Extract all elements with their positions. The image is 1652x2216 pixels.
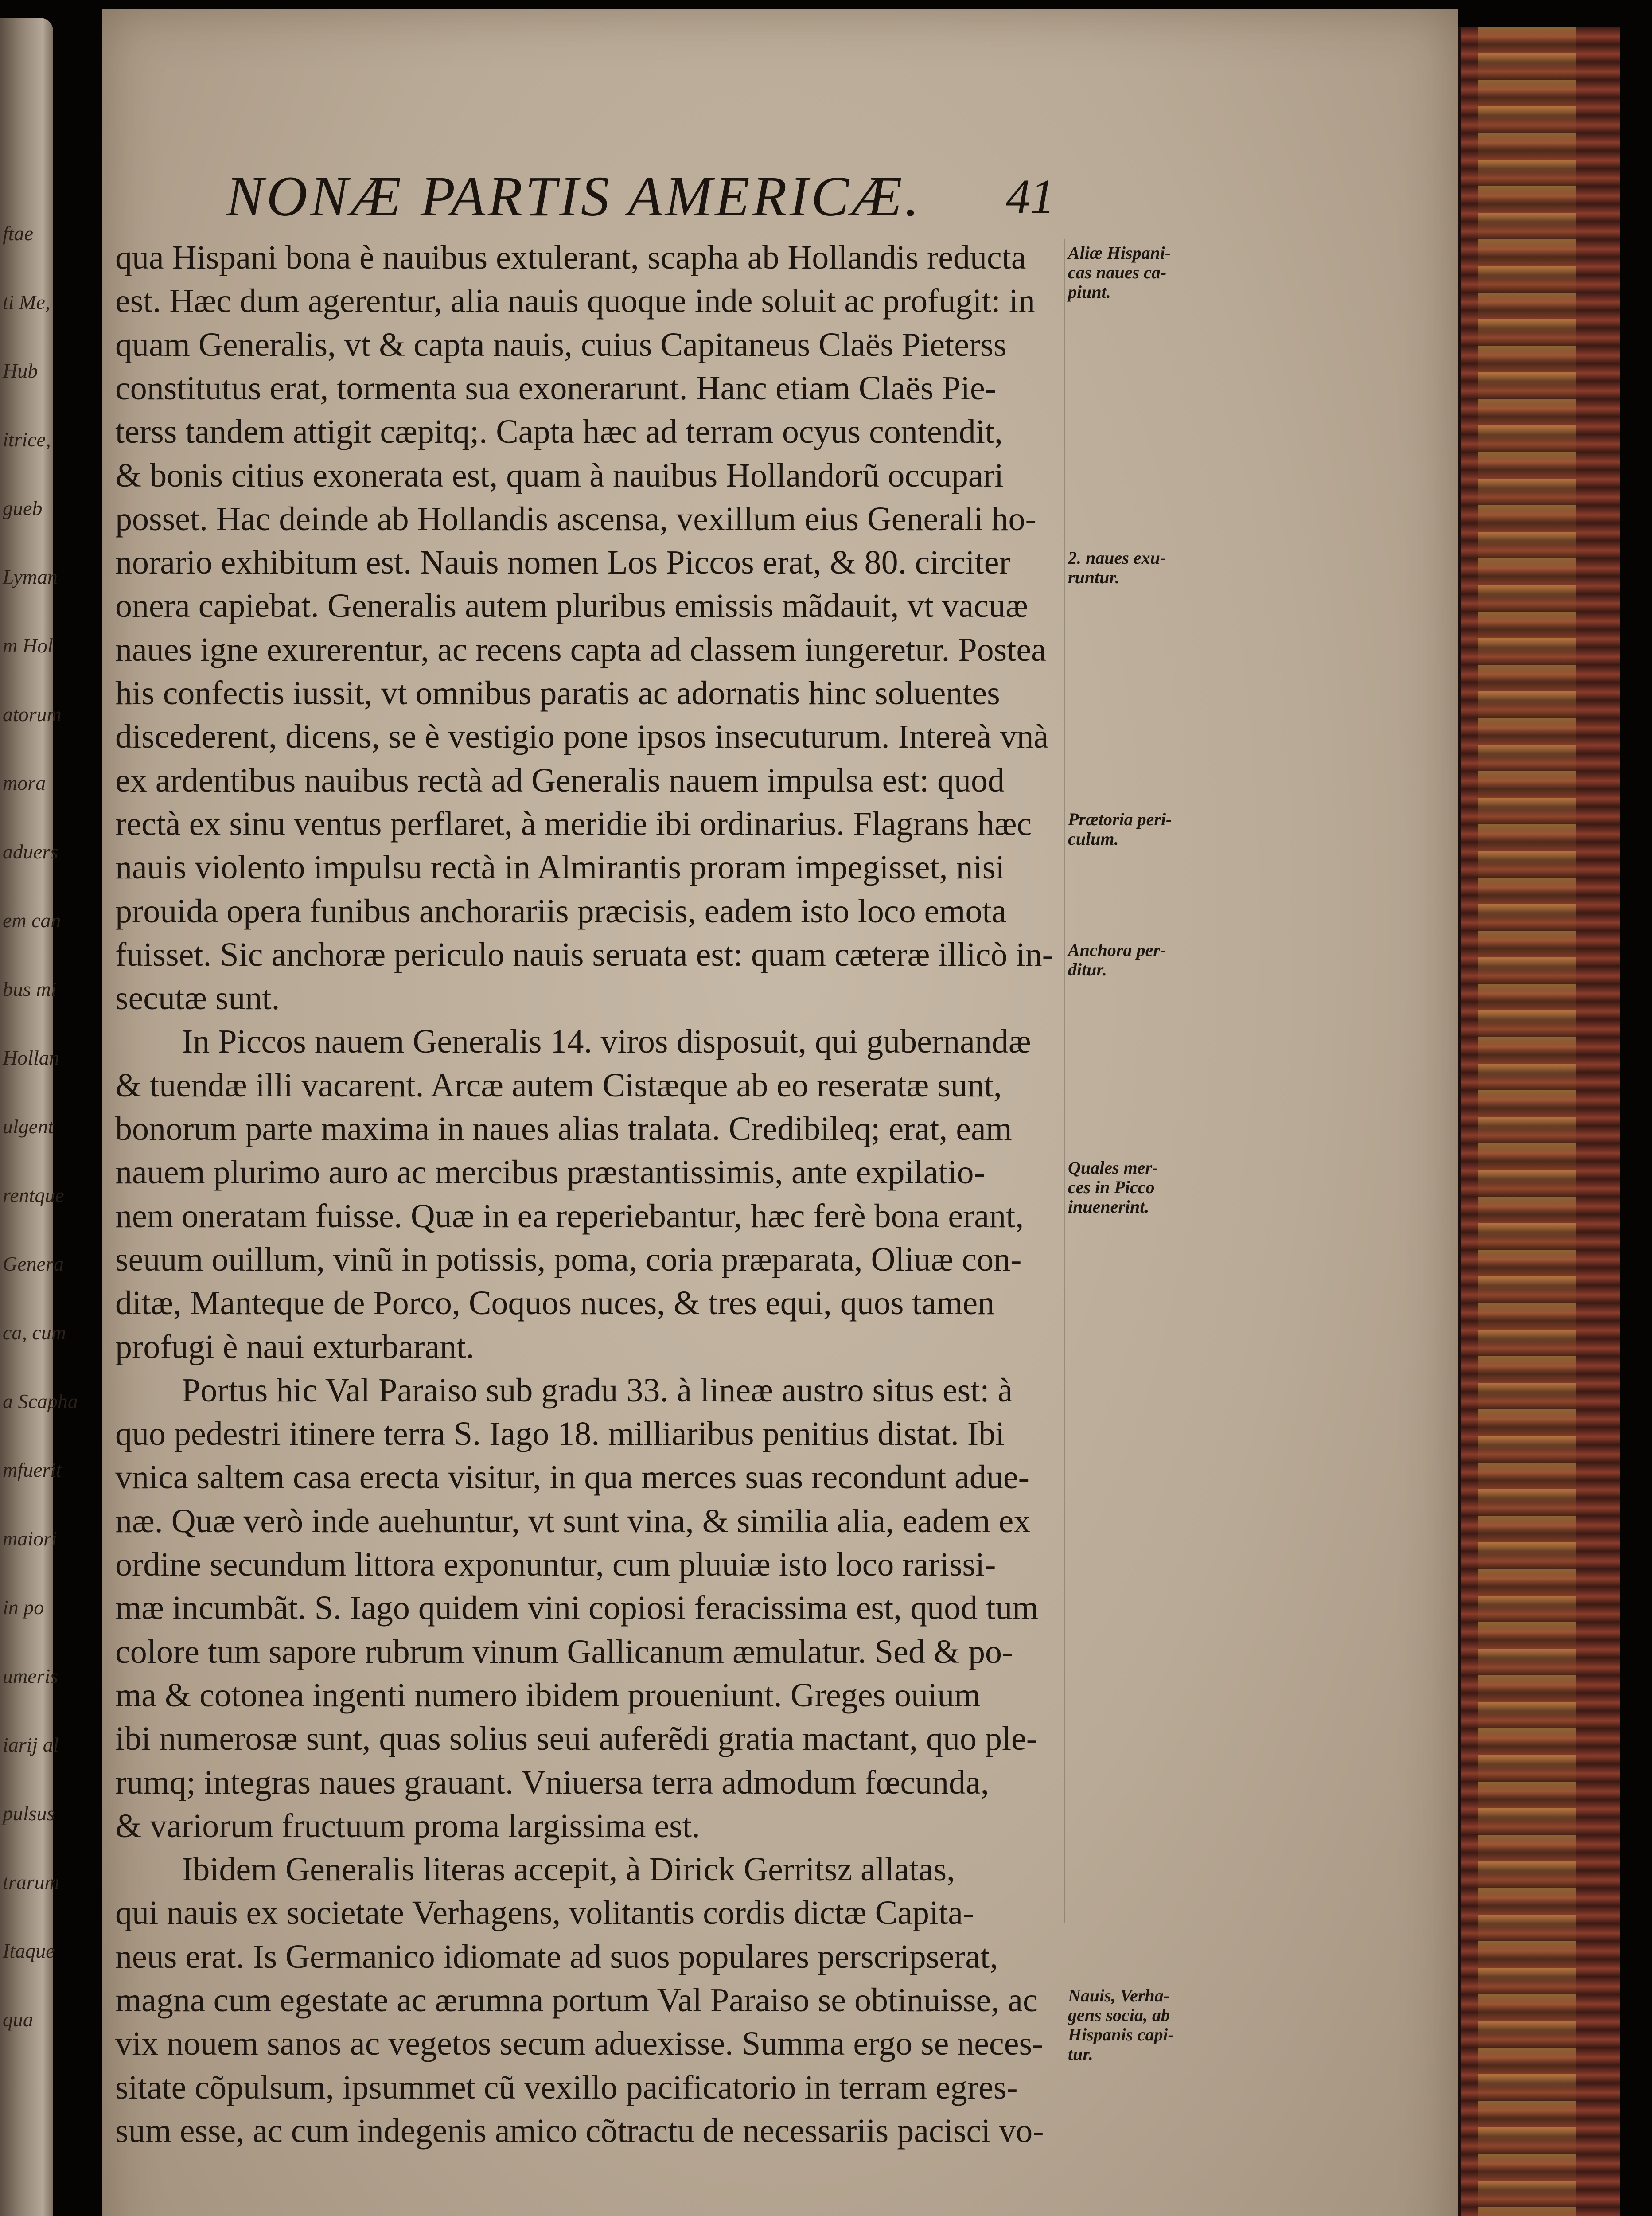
marginal-note: [1068, 548, 1210, 587]
book-fore-edge: [1458, 27, 1620, 2216]
previous-page-text-fragment: rentque: [3, 1184, 64, 1206]
marginal-note-line: gens socia, ab: [1068, 2005, 1170, 2025]
text-line: & variorum fructuum proma largissima est.: [115, 1807, 700, 1845]
text-line: ex ardentibus nauibus rectà ad Generalis nauem impulsa est: quod: [115, 761, 1005, 799]
text-line: nem oneratam fuisse. Quæ in ea reperiebantur, hæc ferè bona erant,: [115, 1197, 1024, 1235]
marginal-note-line: Quales mer-: [1068, 1158, 1158, 1178]
marginal-note-line: culum.: [1068, 828, 1119, 849]
marginal-note-line: Hispanis capi-: [1068, 2025, 1174, 2044]
text-line: In Piccos nauem Generalis 14. viros disposuit, qui gubernandæ: [182, 1023, 1031, 1061]
text-line: profugi è naui exturbarant.: [115, 1328, 475, 1365]
text-line: nauis violento impulsu rectà in Almirantis proram impegisset, nisi: [115, 849, 1005, 886]
text-line: bonorum parte maxima in naues alias tralata. Credibileq; erat, eam: [115, 1110, 1012, 1147]
text-line: vnica saltem casa erecta visitur, in qua merces suas recondunt adue-: [115, 1459, 1029, 1496]
text-line: terss tandem attigit cæpitq;. Capta hæc ad terram ocyus contendit,: [115, 413, 1003, 451]
text-line: næ. Quæ verò inde auehuntur, vt sunt vina, & similia alia, eadem ex: [115, 1502, 1031, 1540]
text-line: rumq; integras naues grauant. Vniuersa terra admodum fœcunda,: [115, 1763, 989, 1801]
text-line: qua Hispani bona è nauibus extulerant, scapha ab Hollandis reducta: [115, 239, 1026, 276]
previous-page-text-fragment: em can: [3, 909, 61, 932]
text-line: sitate cõpulsum, ipsummet cũ vexillo pacificatorio in terram egres-: [115, 2068, 1018, 2106]
previous-page-text-fragment: aduers: [3, 840, 58, 863]
text-line: mæ incumbãt. S. Iago quidem vini copiosi feracissima est, quod tum: [115, 1589, 1039, 1627]
running-head: [120, 155, 1068, 235]
marginal-note-line: runtur.: [1068, 567, 1120, 588]
marginal-note-line: cas naues ca-: [1068, 262, 1167, 282]
text-line: & tuendæ illi vacarent. Arcæ autem Cistæque ab eo reseratæ sunt,: [115, 1066, 1002, 1104]
marginal-note-line: tur.: [1068, 2044, 1093, 2064]
text-line: ditæ, Manteque de Porco, Coquos nuces, & tres equi, quos tamen: [115, 1284, 995, 1322]
previous-page-text-fragment: Hollan: [3, 1046, 59, 1069]
running-head-title: NONÆ PARTIS AMERICÆ.: [226, 165, 922, 228]
previous-page-edge: [0, 18, 78, 2216]
previous-page-text-fragment: trarum: [3, 1871, 59, 1893]
marginal-note-line: piunt.: [1068, 282, 1111, 302]
marginal-note-line: ditur.: [1068, 959, 1107, 979]
page-number: 41: [1006, 169, 1055, 223]
marginal-note-line: Prætoria peri-: [1068, 809, 1172, 829]
previous-page-text-fragment: iarij al: [3, 1733, 59, 1756]
previous-page-text-fragment: atorum: [3, 703, 62, 726]
marginal-note: [1068, 1158, 1210, 1217]
text-line: secutæ sunt.: [115, 979, 280, 1017]
previous-page-text-fragment: a Scapha: [3, 1390, 78, 1412]
text-line: sum esse, ac cum indegenis amico cõtractu de necessariis pacisci vo-: [115, 2112, 1044, 2150]
text-line: colore tum sapore rubrum vinum Gallicanum æmulatur. Sed & po-: [115, 1633, 1013, 1670]
previous-page-text-fragment: umeris: [3, 1665, 58, 1687]
previous-page-text-fragment: qua: [3, 2008, 33, 2031]
text-line: qui nauis ex societate Verhagens, volitantis cordis dictæ Capita-: [115, 1894, 974, 1932]
text-line: ma & cotonea ingenti numero ibidem proueniunt. Greges ouium: [115, 1676, 981, 1714]
previous-page-text-fragment: Hub: [3, 359, 38, 382]
previous-page-text-fragment: ftae: [3, 222, 33, 245]
text-line: Portus hic Val Paraiso sub gradu 33. à lineæ austro situs est: à: [182, 1371, 1013, 1409]
text-line: magna cum egestate ac ærumna portum Val Paraiso se obtinuisse, ac: [115, 1982, 1038, 2019]
text-line: nauem plurimo auro ac mercibus præstantissimis, ante expilatio-: [115, 1154, 985, 1191]
previous-page-text-fragment: mora: [3, 772, 46, 794]
marginal-note-line: Nauis, Verha-: [1068, 1986, 1169, 2005]
margin-rule: [1064, 239, 1065, 1923]
previous-page-text-fragment: m Hol: [3, 634, 53, 657]
previous-page-text-fragment: Itaque: [3, 1939, 55, 1962]
previous-page-text-fragment: Lyman: [3, 566, 58, 588]
text-line: fuisset. Sic anchoræ periculo nauis seruata est: quam cæteræ illicò in-: [115, 936, 1053, 973]
text-line: prouida opera funibus anchorariis præcisis, eadem isto loco emota: [115, 892, 1007, 930]
marginal-note: [1068, 1986, 1210, 2064]
text-line: vix nouem sanos ac vegetos secum aduexisse. Summa ergo se neces-: [115, 2025, 1044, 2063]
text-line: quo pedestri itinere terra S. Iago 18. milliaribus penitius distat. Ibi: [115, 1415, 1005, 1453]
text-line: quam Generalis, vt & capta nauis, cuius Capitaneus Claës Pieterss: [115, 326, 1007, 363]
marginal-note-line: Anchora per-: [1068, 940, 1166, 960]
marginal-note: [1068, 243, 1210, 302]
text-line: est. Hæc dum agerentur, alia nauis quoque inde soluit ac profugit: in: [115, 282, 1035, 320]
marginal-note-line: ces in Picco: [1068, 1177, 1155, 1198]
previous-page-text-fragment: pulsus: [3, 1802, 55, 1825]
previous-page-text-fragment: itrice,: [3, 428, 51, 451]
previous-page-text-fragment: in po: [3, 1596, 44, 1619]
marginal-note: [1068, 810, 1210, 849]
previous-page-text-fragment: bus mi: [3, 978, 57, 1000]
text-line: Ibidem Generalis literas accepit, à Dirick Gerritsz allatas,: [182, 1851, 955, 1888]
text-line: seuum ouillum, vinũ in potissis, poma, coria præparata, Oliuæ con-: [115, 1241, 1022, 1278]
previous-page-text-fragment: mfuerit: [3, 1459, 62, 1481]
book-page: [102, 9, 1458, 2216]
previous-page-text-fragment: ti Me,: [3, 291, 51, 313]
previous-page-text-fragment: ca, cum: [3, 1321, 66, 1344]
text-line: discederent, dicens, se è vestigio pone ipsos insecuturum. Intereà vnà: [115, 718, 1049, 756]
text-line: his confectis iussit, vt omnibus paratis ac adornatis hinc soluentes: [115, 675, 1000, 712]
previous-page-text-fragment: gueb: [3, 497, 43, 519]
previous-page-text-fragment: ulgent: [3, 1115, 54, 1138]
marginal-note-line: Aliæ Hispani-: [1068, 243, 1171, 263]
text-line: rectà ex sinu ventus perflaret, à meridie ibi ordinarius. Flagrans hæc: [115, 805, 1032, 843]
previous-page-text-fragment: Genera: [3, 1252, 64, 1275]
text-line: naues igne exurerentur, ac recens capta ad classem iungeretur. Postea: [115, 631, 1046, 668]
marginal-note: [1068, 940, 1210, 979]
text-line: constitutus erat, tormenta sua exonerarunt. Hanc etiam Claës Pie-: [115, 369, 997, 407]
text-line: ordine secundum littora exponuntur, cum pluuiæ isto loco rarissi-: [115, 1546, 996, 1583]
text-line: onera capiebat. Generalis autem pluribus emissis mãdauit, vt vacuæ: [115, 587, 1028, 625]
previous-page-text-fragment: maiori: [3, 1527, 57, 1550]
text-line: norario exhibitum est. Nauis nomen Los Piccos erat, & 80. circiter: [115, 544, 1010, 581]
marginal-note-line: 2. naues exu-: [1068, 548, 1166, 568]
text-line: ibi numerosæ sunt, quas solius seui auferẽdi gratia mactant, quo ple-: [115, 1720, 1038, 1758]
marginal-note-line: inuenerint.: [1068, 1197, 1149, 1217]
text-line: neus erat. Is Germanico idiomate ad suos populares perscripserat,: [115, 1938, 998, 1975]
text-line: & bonis citius exonerata est, quam à nauibus Hollandorũ occupari: [115, 456, 1004, 494]
text-line: posset. Hac deinde ab Hollandis ascensa, vexillum eius Generali ho-: [115, 500, 1036, 538]
